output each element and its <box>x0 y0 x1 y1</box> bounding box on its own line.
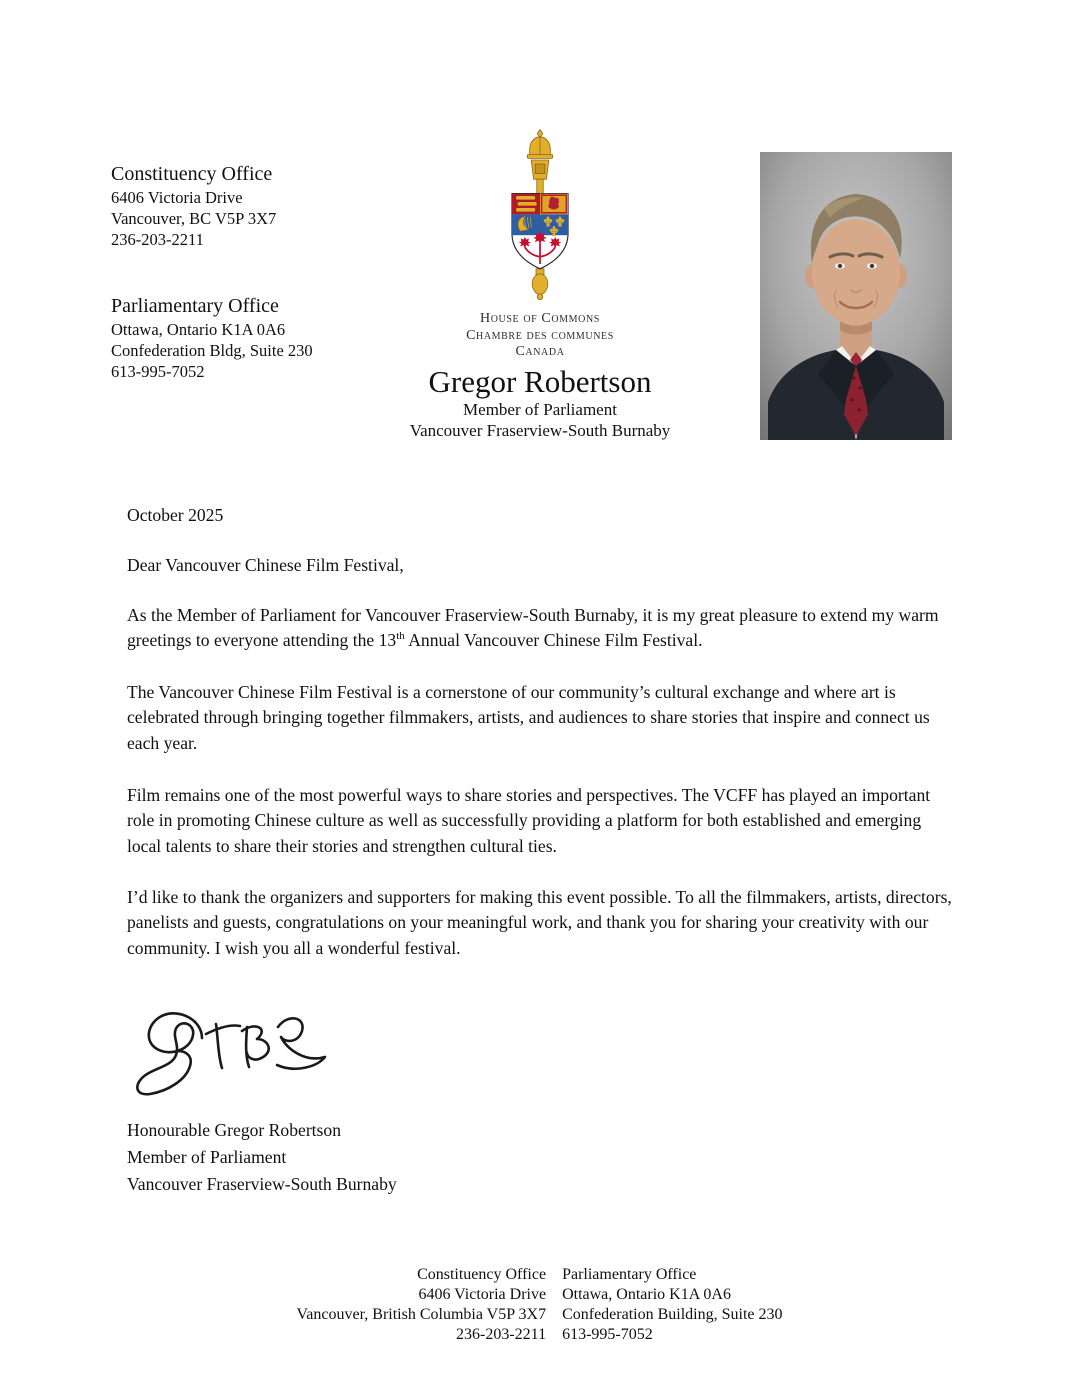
footer-parliamentary-title: Parliamentary Office <box>562 1266 697 1283</box>
constituency-office-block <box>111 162 276 250</box>
member-portrait-photo <box>760 152 952 440</box>
parliamentary-office-block <box>111 294 313 382</box>
footer-parliamentary-line: Ottawa, Ontario K1A 0A6 <box>562 1286 731 1303</box>
constituency-office-line: 236-203-2211 <box>111 230 204 249</box>
footer-constituency-line: Vancouver, British Columbia V5P 3X7 <box>296 1306 547 1323</box>
closing-name: Honourable Gregor Robertson <box>127 1120 342 1140</box>
paragraph-1-text: As the Member of Parliament for Vancouver Fraserview-South Burnaby, it is my great pleasure to extend my warm greetings to everyone attending the 13 <box>127 605 939 651</box>
crest-caption-line2: Chambre des communes <box>466 327 614 343</box>
parliamentary-office-line: Ottawa, Ontario K1A 0A6 <box>111 320 286 339</box>
letter-date: October 2025 <box>127 505 224 525</box>
footer-constituency-line: 6406 Victoria Drive <box>418 1286 547 1303</box>
member-name: Gregor Robertson <box>428 364 652 399</box>
constituency-office-line: 6406 Victoria Drive <box>111 188 243 207</box>
member-riding: Vancouver Fraserview-South Burnaby <box>409 421 671 440</box>
paragraph-1-text-cont: Annual Vancouver Chinese Film Festival. <box>404 630 703 651</box>
constituency-office-title: Constituency Office <box>111 163 273 185</box>
parliamentary-office-title: Parliamentary Office <box>111 295 279 317</box>
closing-riding: Vancouver Fraserview-South Burnaby <box>127 1174 397 1194</box>
member-identity-block <box>340 364 740 441</box>
closing-role: Member of Parliament <box>127 1147 287 1167</box>
signature <box>128 1006 343 1098</box>
footer-parliamentary-office <box>562 1265 782 1345</box>
crest-caption-line3: Canada <box>515 344 565 359</box>
ordinal-superscript: th <box>396 630 405 643</box>
footer-parliamentary-line: Confederation Building, Suite 230 <box>562 1306 783 1323</box>
footer-parliamentary-line: 613-995-7052 <box>562 1326 653 1343</box>
member-role: Member of Parliament <box>463 400 617 419</box>
letter-paragraph-2: The Vancouver Chinese Film Festival is a cornerstone of our community’s cultural exchange and where art is celebrated through bringing together filmmakers, artists, and audiences to share stories that inspire and connect us each year. <box>127 682 930 753</box>
letter-paragraph-4: I’d like to thank the organizers and supporters for making this event possible. To all the filmmakers, artists, directors, panelists and guests, congratulations on your meaningful work, and thank you for sharing your creativity with our community. I wish you all a wonderful festival. <box>127 887 952 958</box>
letter-paragraph-1 <box>127 603 957 654</box>
letter-paragraph-3: Film remains one of the most powerful ways to share stories and perspectives. The VCFF has played an important role in promoting Chinese culture as well as successfully providing a platform for both established and emerging local talents to share their stories and strengthen cultural ties. <box>127 785 931 856</box>
constituency-office-line: Vancouver, BC V5P 3X7 <box>111 209 277 228</box>
footer-constituency-line: 236-203-2211 <box>456 1326 547 1343</box>
house-of-commons-crest-icon <box>500 128 580 304</box>
crest-caption <box>390 311 690 361</box>
footer <box>0 1265 1079 1345</box>
parliamentary-office-line: 613-995-7052 <box>111 362 205 381</box>
closing-block <box>127 1117 397 1198</box>
footer-constituency-title: Constituency Office <box>417 1266 547 1283</box>
letter-salutation: Dear Vancouver Chinese Film Festival, <box>127 555 404 575</box>
crest-caption-line1: House of Commons <box>480 311 600 326</box>
parliamentary-office-line: Confederation Bldg, Suite 230 <box>111 341 313 360</box>
footer-constituency-office <box>297 1265 547 1345</box>
